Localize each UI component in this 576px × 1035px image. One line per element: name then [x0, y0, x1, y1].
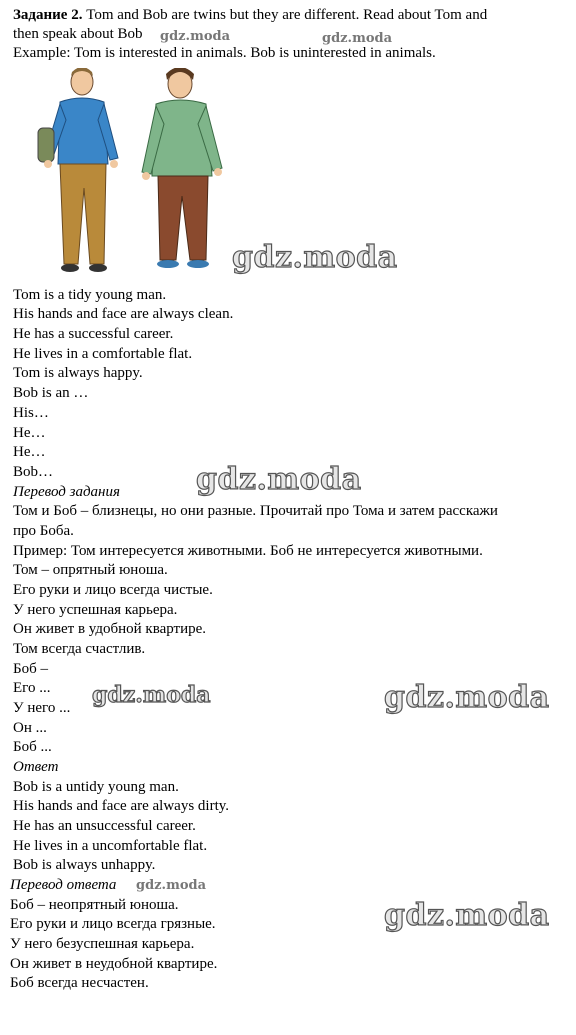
translation-answer-line: У него безуспешная карьера. — [10, 936, 195, 952]
watermark: gdz.moda — [322, 31, 393, 46]
task-line-2 — [13, 25, 143, 45]
translation-task-line: Его руки и лицо всегда чистые. — [13, 582, 213, 598]
translation-task-line: Том всегда счастлив. — [13, 641, 146, 657]
answer-line: Bob is always unhappy. — [13, 857, 156, 873]
translation-task-line: Том и Боб – близнецы, но они разные. Прочитай про Тома и затем расскажи — [13, 503, 498, 519]
translation-answer-line: Боб – неопрятный юноша. — [10, 897, 179, 913]
task-line-1 — [13, 6, 487, 26]
translation-task-line: Боб – — [13, 661, 48, 677]
translation-answer-heading: Перевод ответа — [10, 877, 117, 893]
watermark: gdz.moda — [92, 682, 211, 708]
tom-line: Bob… — [13, 464, 54, 480]
tom-line: Bob is an … — [13, 385, 89, 401]
task-text-1: Tom and Bob are twins but they are different. Read about Tom and — [82, 7, 488, 23]
translation-task-line: Его ... — [13, 680, 51, 696]
tom-line: He… — [13, 425, 46, 441]
translation-task-line: про Боба. — [13, 523, 74, 539]
tom-line: His… — [13, 405, 49, 421]
translation-answer-line: Боб всегда несчастен. — [10, 975, 149, 991]
watermark: gdz.moda — [160, 29, 231, 44]
tom-line: He… — [13, 444, 46, 460]
translation-answer-line: Его руки и лицо всегда грязные. — [10, 916, 216, 932]
translation-task-heading: Перевод задания — [13, 484, 120, 500]
task-label: Задание 2. — [13, 7, 83, 23]
translation-task-line: У него ... — [13, 700, 71, 716]
watermark: gdz.moda — [232, 240, 398, 275]
tom-line: Tom is always happy. — [13, 365, 143, 381]
watermark: gdz.moda — [136, 878, 207, 893]
task-example: Example: Tom is interested in animals. Bob is uninterested in animals. — [13, 45, 436, 61]
twins-illustration — [30, 68, 240, 278]
watermark: gdz.moda — [196, 462, 362, 497]
watermark: gdz.moda — [384, 680, 550, 715]
answer-line: Bob is a untidy young man. — [13, 779, 179, 795]
translation-task-line: Он ... — [13, 720, 47, 736]
answer-line: His hands and face are always dirty. — [13, 798, 230, 814]
translation-task-line: Он живет в удобной квартире. — [13, 621, 207, 637]
tom-line: He has a successful career. — [13, 326, 174, 342]
tom-line: He lives in a comfortable flat. — [13, 346, 193, 362]
answer-heading: Ответ — [13, 759, 59, 775]
tom-line: His hands and face are always clean. — [13, 306, 234, 322]
translation-answer-line: Он живет в неудобной квартире. — [10, 956, 218, 972]
task-text-2: then speak about Bob — [13, 26, 143, 42]
tom-figure — [38, 68, 118, 272]
tom-line: Tom is a tidy young man. — [13, 287, 167, 303]
bob-figure — [142, 68, 222, 268]
translation-task-line: Том – опрятный юноша. — [13, 562, 168, 578]
translation-task-line: У него успешная карьера. — [13, 602, 178, 618]
answer-line: He lives in a uncomfortable flat. — [13, 838, 208, 854]
translation-task-line: Боб ... — [13, 739, 52, 755]
answer-line: He has an unsuccessful career. — [13, 818, 196, 834]
translation-task-line: Пример: Том интересуется животными. Боб не интересуется животными. — [13, 543, 483, 559]
watermark: gdz.moda — [384, 898, 550, 933]
